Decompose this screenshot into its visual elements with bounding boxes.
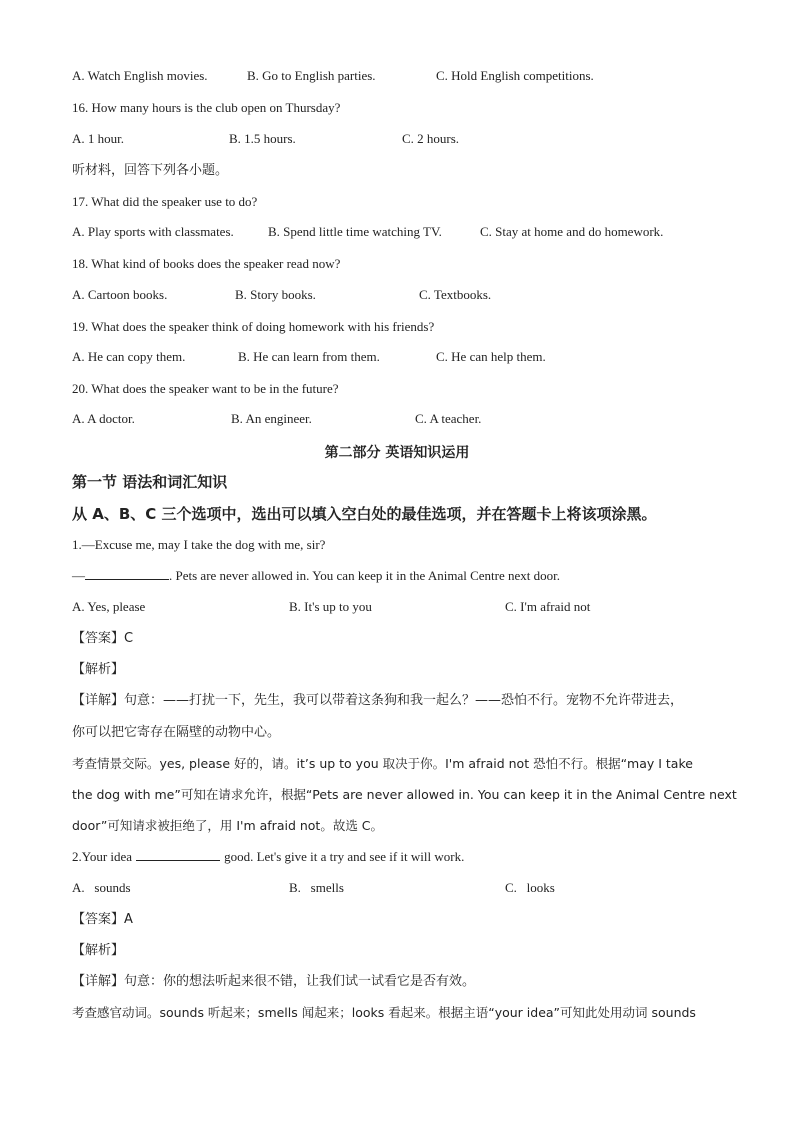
q18-stem: 18. What kind of books does the speaker read now?	[72, 256, 341, 271]
g1-answer-blank	[85, 567, 169, 580]
q17-stem: 17. What did the speaker use to do?	[72, 194, 258, 209]
q19-option-b: B. He can learn from them.	[238, 349, 380, 364]
g1-reply	[72, 567, 560, 585]
q19-stem: 19. What does the speaker think of doing homework with his friends?	[72, 319, 435, 334]
g2-stem-text: good. Let's give it a try and see if it will work.	[224, 849, 465, 864]
g2-option-c	[505, 880, 555, 896]
q18-option-c: C. Textbooks.	[419, 287, 492, 302]
g1-detail-line2: 你可以把它寄存在隔壁的动物中心。	[72, 725, 281, 740]
q18-option-b: B. Story books.	[235, 287, 316, 302]
g1-explain-line3: door”可知请求被拒绝了，用 I'm afraid not。故选 C。	[72, 818, 384, 833]
q16-option-a: A. 1 hour.	[72, 131, 124, 146]
g2-option-c-letter: C.	[505, 880, 517, 895]
g2-analysis-label: 【解析】	[72, 943, 125, 958]
section1-instruction: 从 A、B、C 三个选项中，选出可以填入空白处的最佳选项，并在答题卡上将该项涂黑。	[72, 505, 657, 523]
g1-option-a: A. Yes, please	[72, 599, 146, 614]
g2-option-a-letter: A.	[72, 880, 85, 895]
g1-reply-text: . Pets are never allowed in. You can keep it in the Animal Centre next door.	[169, 568, 560, 583]
g1-reply-dash: —	[72, 568, 85, 583]
g1-option-b: B. It's up to you	[289, 599, 372, 614]
q17-option-c: C. Stay at home and do homework.	[480, 224, 664, 239]
g1-answer: 【答案】C	[72, 631, 134, 646]
g2-option-b-letter: B.	[289, 880, 301, 895]
q20-stem: 20. What does the speaker want to be in the future?	[72, 381, 339, 396]
q20-option-b: B. An engineer.	[231, 411, 312, 426]
q17-option-a: A. Play sports with classmates.	[72, 224, 234, 239]
g2-option-a	[72, 880, 131, 896]
g2-option-c-word: looks	[526, 880, 555, 895]
part2-title: 第二部分 英语知识运用	[324, 445, 470, 461]
g2-detail-line1: 【详解】句意：你的想法听起来很不错，让我们试一试看它是否有效。	[72, 974, 476, 989]
g2-answer-blank	[136, 848, 220, 861]
g1-explain-line1: 考查情景交际。yes, please 好的，请。it’s up to you 取决于你。I'm afraid not 恐怕不行。根据“may I take	[72, 756, 693, 771]
q15-option-a: A. Watch English movies.	[72, 68, 208, 83]
section1-title: 第一节 语法和词汇知识	[72, 473, 228, 491]
q17-option-b: B. Spend little time watching TV.	[268, 224, 442, 239]
q16-option-c: C. 2 hours.	[402, 131, 460, 146]
g1-analysis-label: 【解析】	[72, 662, 125, 677]
q15-option-c: C. Hold English competitions.	[436, 68, 594, 83]
q16-stem: 16. How many hours is the club open on Thursday?	[72, 100, 341, 115]
g2-stem-prefix: 2.Your idea	[72, 849, 133, 864]
g2-stem	[72, 848, 464, 866]
g2-answer: 【答案】A	[72, 912, 133, 927]
listen-instruction: 听材料，回答下列各小题。	[72, 163, 229, 178]
g2-option-b-word: smells	[310, 880, 344, 895]
q15-option-b: B. Go to English parties.	[247, 68, 376, 83]
q16-option-b: B. 1.5 hours.	[229, 131, 296, 146]
g2-explain-line1: 考查感官动词。sounds 听起来；smells 闻起来；looks 看起来。根据主语“your idea”可知此处用动词 sounds	[72, 1005, 696, 1020]
q20-option-c: C. A teacher.	[415, 411, 482, 426]
q19-option-c: C. He can help them.	[436, 349, 546, 364]
g2-option-b	[289, 880, 344, 896]
q19-option-a: A. He can copy them.	[72, 349, 186, 364]
q20-option-a: A. A doctor.	[72, 411, 135, 426]
g1-explain-line2: the dog with me”可知在请求允许，根据“Pets are never allowed in. You can keep it in the Animal Centre next	[72, 787, 737, 802]
g2-option-a-word: sounds	[94, 880, 131, 895]
g1-option-c: C. I'm afraid not	[505, 599, 591, 614]
g1-stem: 1.—Excuse me, may I take the dog with me, sir?	[72, 537, 326, 552]
g1-detail-line1: 【详解】句意：——打扰一下，先生，我可以带着这条狗和我一起么？——恐怕不行。宠物不允许带进去，	[72, 693, 684, 708]
q18-option-a: A. Cartoon books.	[72, 287, 168, 302]
